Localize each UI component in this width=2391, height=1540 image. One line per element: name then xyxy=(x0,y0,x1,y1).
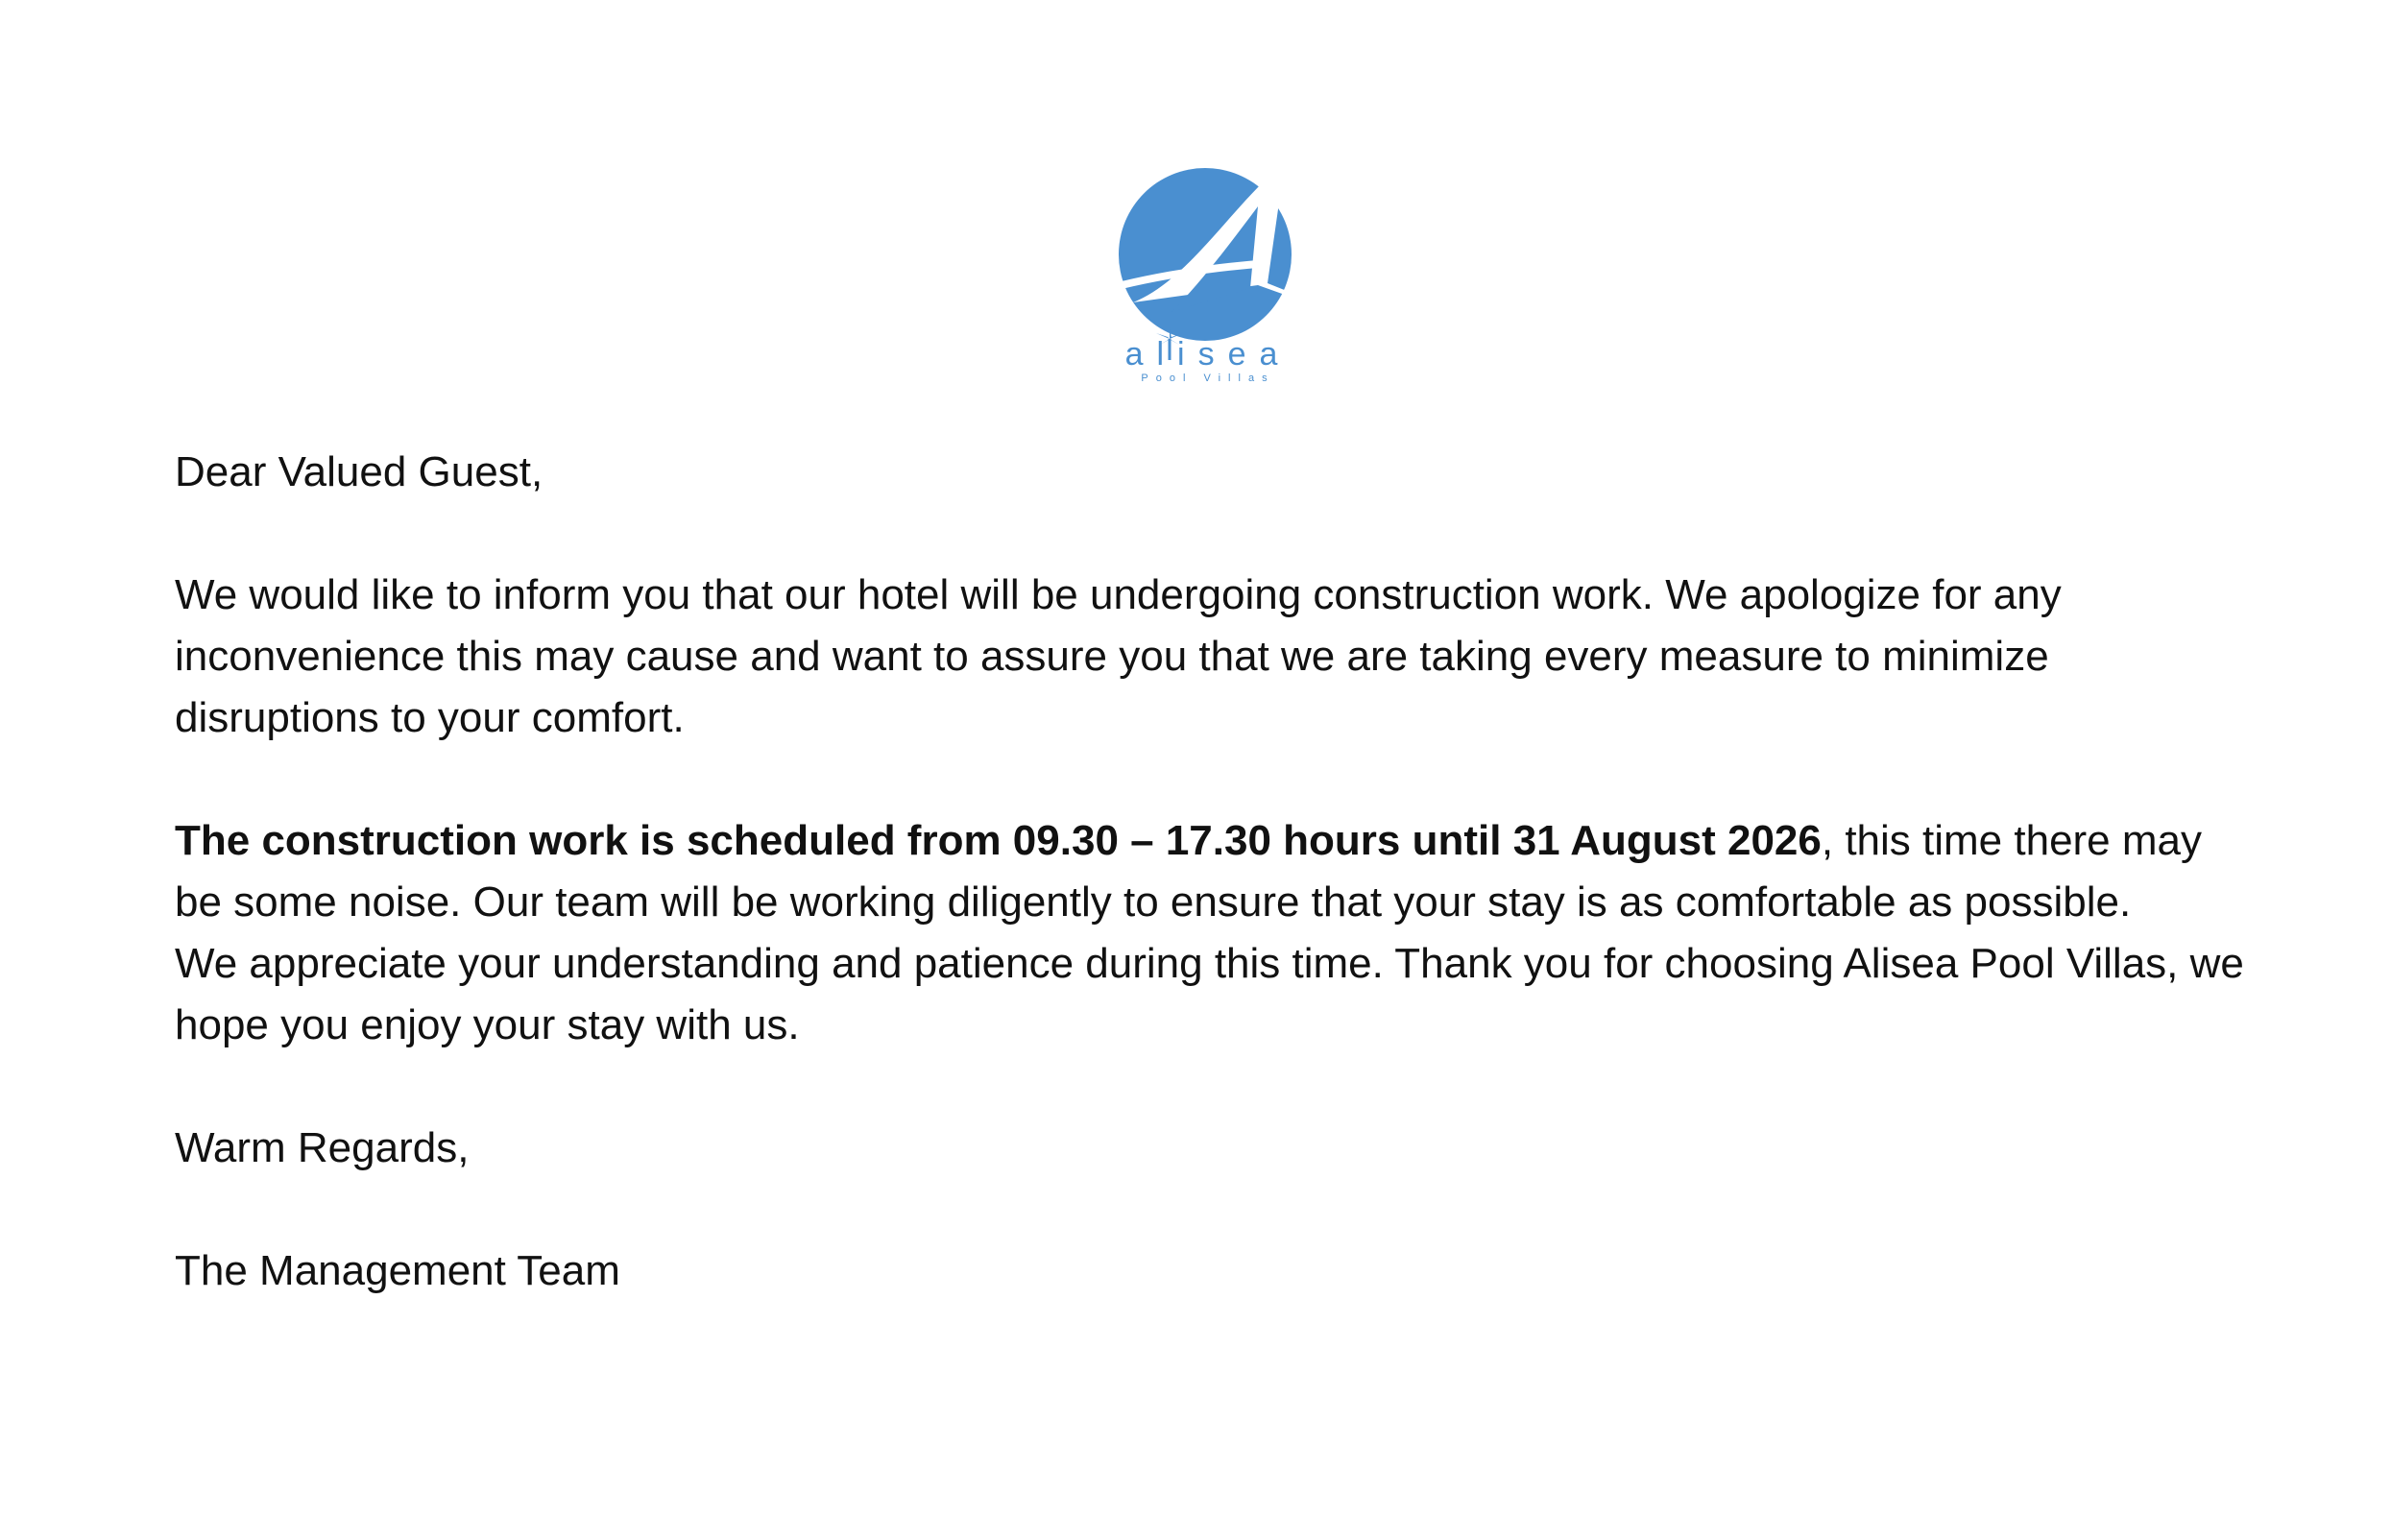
salutation: Dear Valued Guest, xyxy=(175,448,543,495)
logo-tagline: Pool Villas xyxy=(1141,373,1275,384)
paragraph-thanks: We appreciate your understanding and patience during this time. Thank you for choosing Alisea Pool Villas, we hope you enjoy your stay with us. xyxy=(175,940,2244,1048)
logo-wordmark: alisea xyxy=(1124,336,1292,373)
letter-body xyxy=(175,442,2249,1302)
alisea-logo xyxy=(1114,168,1306,398)
schedule-rest: , this time there may be some noise. Our team will be working diligently to ensure that your stay is as comfortable as possible. xyxy=(175,817,2203,926)
schedule-highlight: The construction work is scheduled from 09.30 – 17.30 hours until 31 August 2026 xyxy=(175,817,1822,864)
closing: Warm Regards, xyxy=(175,1124,470,1171)
signature: The Management Team xyxy=(175,1247,620,1294)
paragraph-schedule xyxy=(175,810,2249,933)
paragraph-intro: We would like to inform you that our hotel will be undergoing construction work. We apologize for any inconvenience this may cause and want to assure you that we are taking every measure to minimize disruptions to your comfort. xyxy=(175,571,2062,741)
alisea-logo-graphic xyxy=(1114,168,1306,398)
